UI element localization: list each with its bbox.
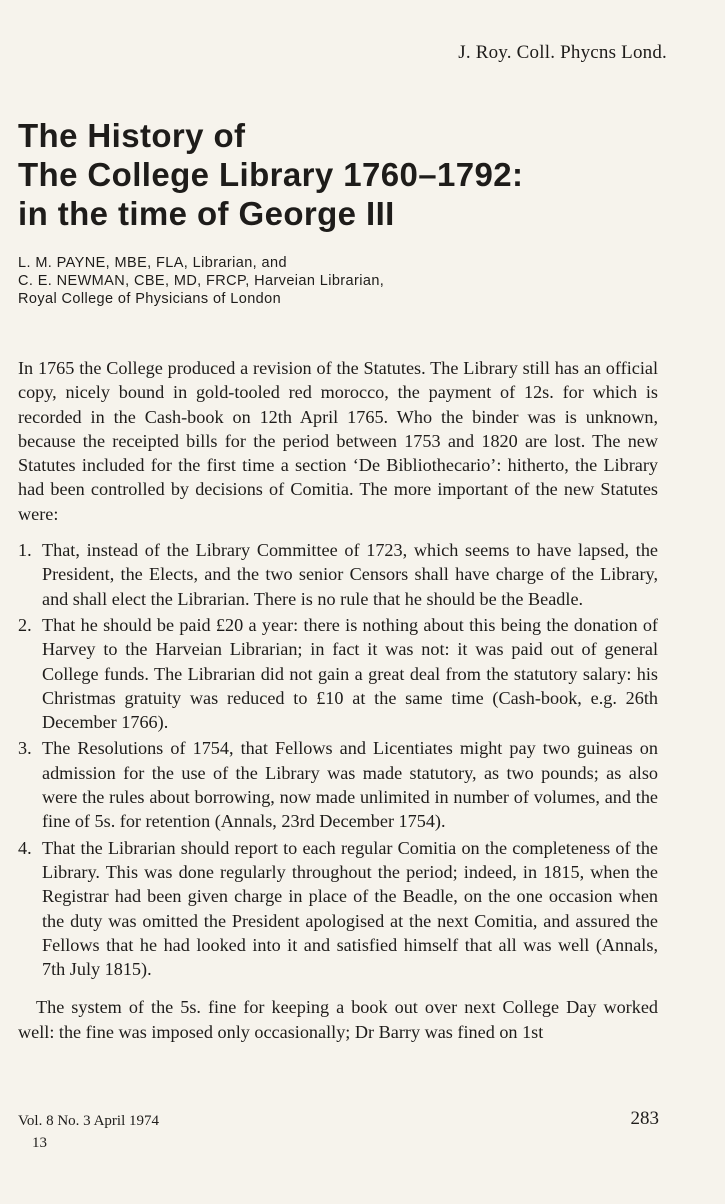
article-body <box>18 356 658 1044</box>
list-item-number: 1. <box>18 540 32 561</box>
author-block <box>18 254 384 308</box>
list-item <box>18 836 658 982</box>
statutes-list <box>18 538 658 981</box>
title-line: The College Library 1760–1792: <box>18 156 524 193</box>
title-line: The History of <box>18 117 246 154</box>
author-line: L. M. PAYNE, MBE, FLA, Librarian, and <box>18 255 287 271</box>
footer-issue-info <box>18 1110 159 1154</box>
author-line: C. E. NEWMAN, CBE, MD, FRCP, Harveian Librarian, <box>18 273 385 289</box>
list-item <box>18 538 658 611</box>
list-item-text: That he should be paid £20 a year: there is nothing about this being the donation of Harvey to the Harveian Librarian; in fact it was not: it was paid out of general College funds. The Librarian did not gain a great deal from the statutory salary: his Christmas gratuity was reduced to £10 at the same time (Cash-book, e.g. 26th December 1766). <box>42 614 658 733</box>
list-item <box>18 613 658 734</box>
issue-line: Vol. 8 No. 3 April 1974 <box>18 1113 159 1129</box>
intro-paragraph: In 1765 the College produced a revision of the Statutes. The Library still has an official copy, nicely bound in gold-tooled red morocco, the payment of 12s. for which is recorded in the Cash-book on 12th April 1765. Who the binder was is unknown, because the receipted bills for the period between 1753 and 1820 are lost. The new Statutes included for the first time a section ‘De Bibliothecario’: hitherto, the Library had been controlled by decisions of Comitia. The more important of the new Statutes were: <box>18 358 658 524</box>
list-item-number: 2. <box>18 614 32 635</box>
list-item-text: That, instead of the Library Committee of 1723, which seems to have lapsed, the President, the Elects, and the two senior Censors shall have charge of the Library, and shall elect the Librarian. There is no rule that he should be the Beadle. <box>42 540 658 609</box>
article-title <box>18 116 523 233</box>
author-affiliation: Royal College of Physicians of London <box>18 291 282 307</box>
list-item <box>18 736 658 833</box>
journal-running-head: J. Roy. Coll. Phycns Lond. <box>458 42 667 63</box>
list-item-text: That the Librarian should report to each regular Comitia on the completeness of the Library. This was done regularly throughout the period; indeed, in 1815, when the Registrar had been given charge in place of the Beadle, on the one occasion when the duty was omitted the President apologised at the next Comitia, and assured the Fellows that he had looked into it and satisfied himself that all was well (Annals, 7th July 1815). <box>42 837 658 980</box>
list-item-number: 3. <box>18 738 32 759</box>
closing-paragraph: The system of the 5s. fine for keeping a book out over next College Day worked well: the fine was imposed only occasionally; Dr Barry was fined on 1st <box>18 997 658 1042</box>
page-number: 283 <box>630 1108 659 1129</box>
list-item-text: The Resolutions of 1754, that Fellows and Licentiates might pay two guineas on admission for the use of the Library was made statutory, as two pounds; as also were the rules about borrowing, now made unlimited in number of volumes, and the fine of 5s. for retention (Annals, 23rd December 1754). <box>42 738 658 832</box>
title-line: in the time of George III <box>18 195 395 232</box>
signature-mark: 13 <box>32 1135 47 1151</box>
list-item-number: 4. <box>18 837 32 858</box>
